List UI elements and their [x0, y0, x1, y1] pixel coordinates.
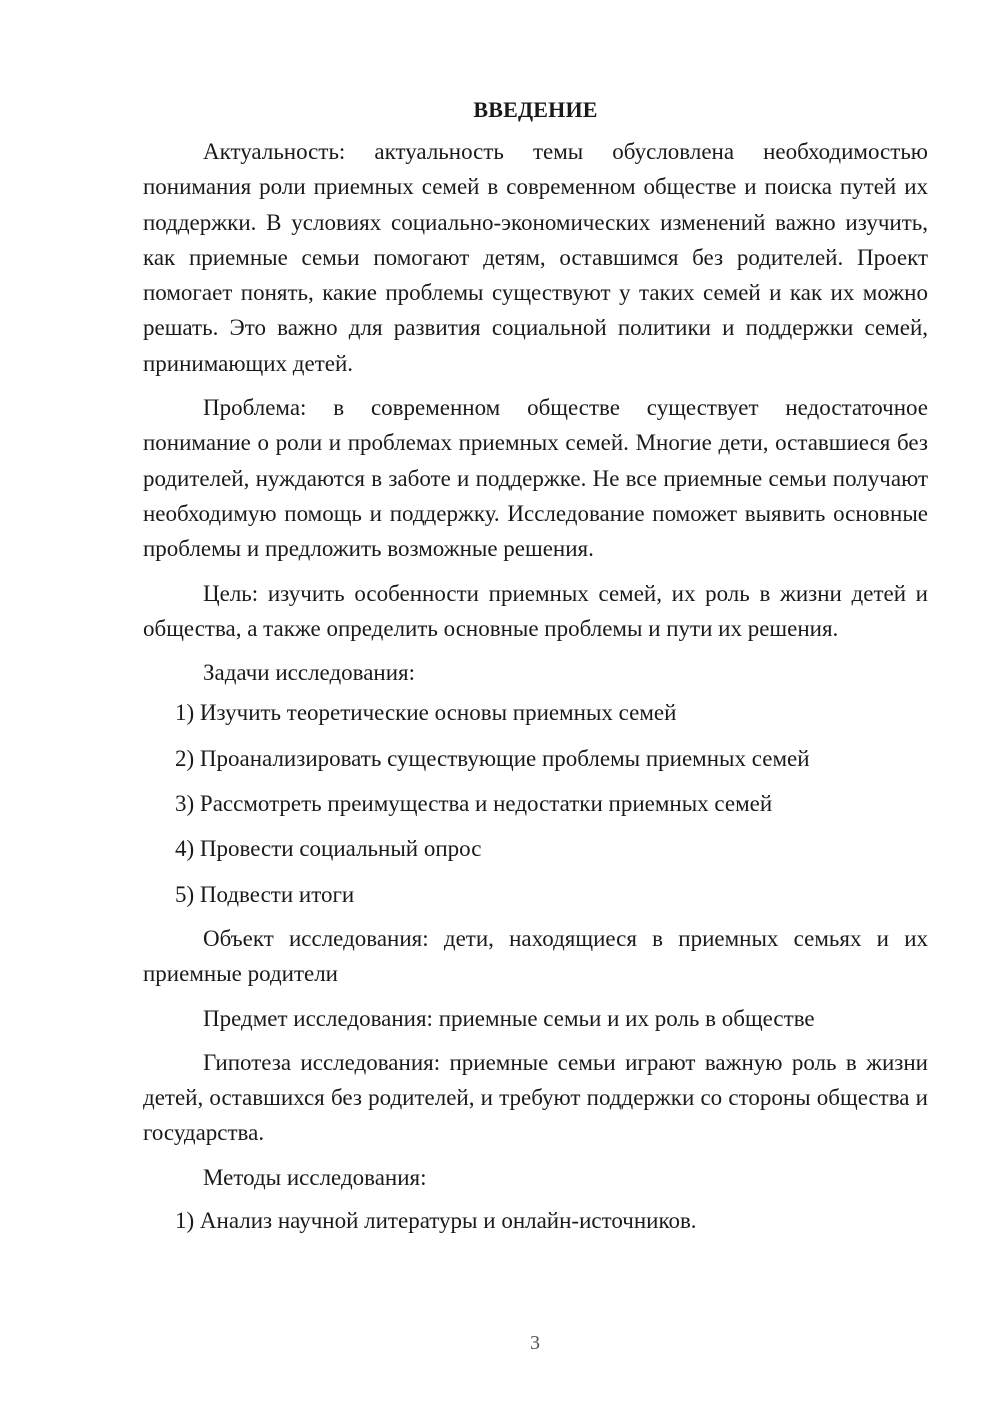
page-content: [143, 92, 928, 1243]
page-title: ВВЕДЕНИЕ: [473, 97, 598, 122]
goal-paragraph: Цель: изучить особенности приемных семей, их роль в жизни детей и общества, а также определить основные проблемы и пути их решения.: [143, 580, 928, 641]
list-item: 4) Провести социальный опрос: [175, 836, 482, 862]
list-item: 5) Подвести итоги: [175, 881, 355, 907]
hypothesis-paragraph: Гипотеза исследования: приемные семьи играют важную роль в жизни детей, оставшихся без родителей, и требуют поддержки со стороны общества и государства.: [143, 1049, 928, 1146]
list-item: 2) Проанализировать существующие проблемы приемных семей: [175, 745, 810, 771]
list-item: 1) Изучить теоретические основы приемных семей: [175, 700, 677, 726]
methods-list: [143, 1198, 928, 1243]
relevance-paragraph: Актуальность: актуальность темы обусловлена необходимостью понимания роли приемных семей в современном обществе и поиска путей их поддержки. В условиях социально-экономических изменений важно изучить, как приемные семьи помогают детям, оставшимся без родителей. Проект помогает понять, какие проблемы существуют у таких семей и как их можно решать. Это важно для развития социальной политики и поддержки семей, принимающих детей.: [143, 139, 928, 376]
object-paragraph: Объект исследования: дети, находящиеся в приемных семьях и их приемные родители: [143, 925, 928, 987]
page-number: 3: [530, 1332, 540, 1354]
problem-paragraph: Проблема: в современном обществе существует недостаточное понимание о роли и проблемах приемных семей. Многие дети, оставшиеся без родителей, нуждаются в заботе и поддержке. Не все приемные семьи получают необходимую помощь и поддержку. Исследование поможет выявить основные проблемы и предложить возможные решения.: [143, 395, 928, 562]
subject-paragraph: Предмет исследования: приемные семьи и их роль в обществе: [203, 1005, 815, 1031]
tasks-heading: Задачи исследования:: [203, 660, 416, 686]
list-item: 1) Анализ научной литературы и онлайн-источников.: [175, 1208, 697, 1234]
methods-heading: Методы исследования:: [203, 1164, 427, 1190]
tasks-list: [143, 690, 928, 916]
list-item: 3) Рассмотреть преимущества и недостатки приемных семей: [175, 791, 773, 817]
